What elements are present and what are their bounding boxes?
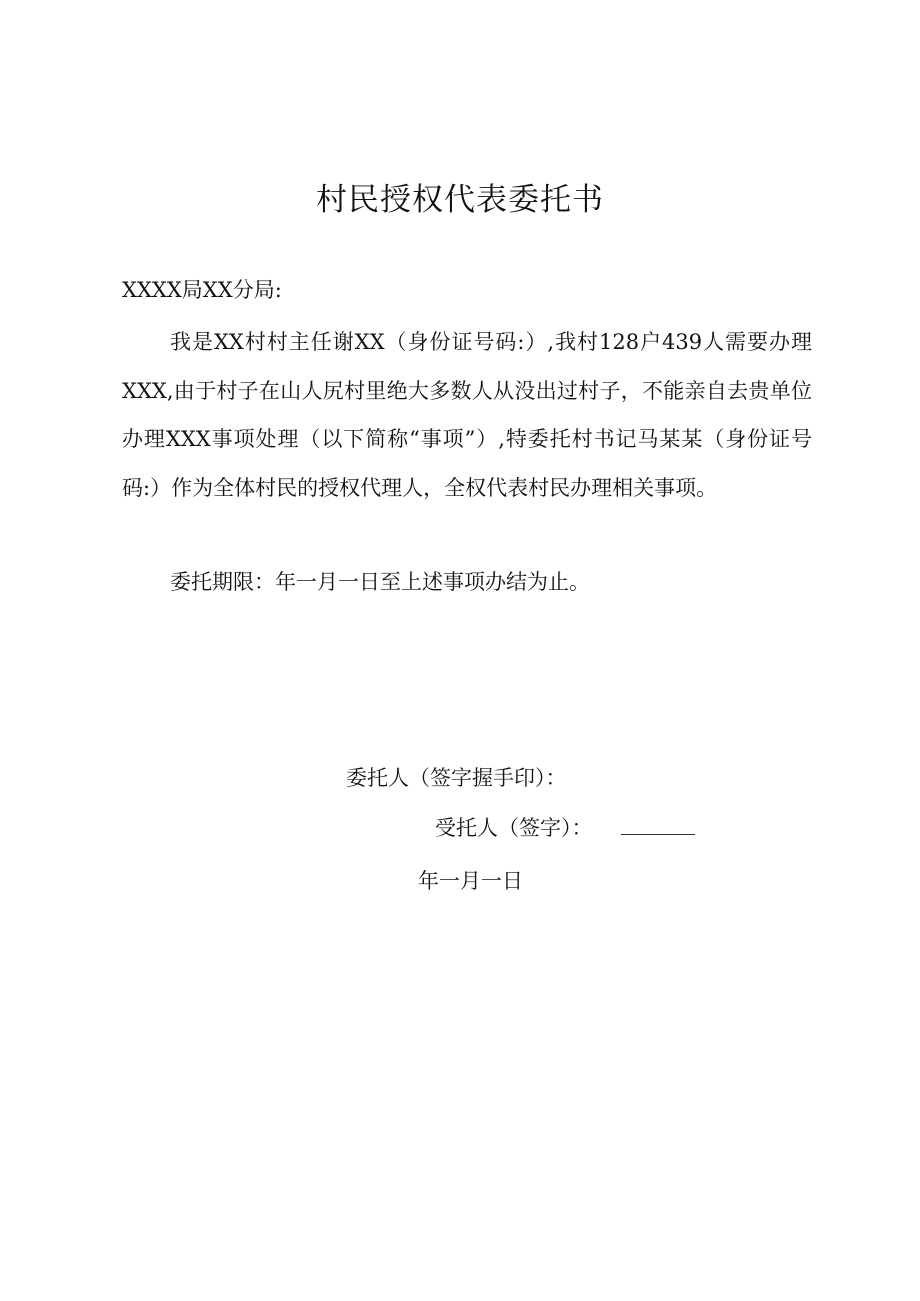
document-title: 村民授权代表委托书 [316, 182, 604, 218]
agent-signature-blank [621, 812, 695, 835]
principal-signature-line [346, 760, 567, 796]
body-paragraph: 我是XX村村主任谢XX（身份证号码:）,我村128户439人需要办理XXX,由于村子在山人尻村里绝大多数人从没出过村子，不能亲自去贵单位办理XXX事项处理（以下简称“事项”）,特委托村书记马某某（身份证号码:）作为全体村民的授权代理人，全权代表村民办理相关事项。 [122, 330, 812, 500]
agent-signature-line [435, 810, 695, 846]
agent-signature-label: 受托人（签字）： [435, 816, 593, 840]
date-line: 年一月一日 [418, 869, 523, 893]
addressee-line: XXXX局XX分局: [122, 278, 282, 302]
principal-signature-label: 委托人（签字握手印）： [346, 766, 567, 790]
term-paragraph: 委托期限：年一月一日至上述事项办结为止。 [170, 570, 590, 594]
